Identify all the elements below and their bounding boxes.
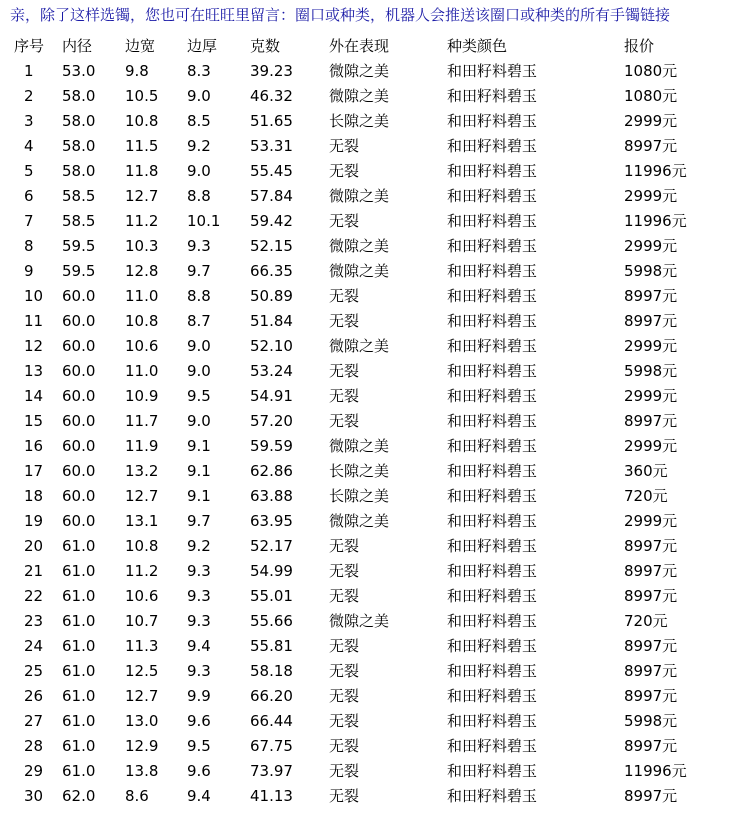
cell-width: 10.7 <box>125 612 159 630</box>
cell-price: 720元 <box>624 612 668 630</box>
cell-weight: 66.35 <box>250 262 293 280</box>
cell-thickness: 9.3 <box>187 662 211 680</box>
table-row <box>0 334 751 359</box>
cell-index: 29 <box>24 762 44 780</box>
cell-width: 10.8 <box>125 112 159 130</box>
cell-index: 6 <box>24 187 34 205</box>
cell-thickness: 9.0 <box>187 162 211 180</box>
cell-appearance: 微隙之美 <box>329 437 390 455</box>
table-row <box>0 509 751 534</box>
cell-weight: 73.97 <box>250 762 293 780</box>
cell-appearance: 无裂 <box>329 387 360 405</box>
cell-inner-diameter: 62.0 <box>62 787 96 805</box>
cell-index: 3 <box>24 112 34 130</box>
cell-inner-diameter: 58.5 <box>62 212 96 230</box>
cell-price: 8997元 <box>624 687 678 705</box>
cell-material: 和田籽料碧玉 <box>447 112 538 130</box>
table-row <box>0 759 751 784</box>
cell-inner-diameter: 59.5 <box>62 237 96 255</box>
cell-material: 和田籽料碧玉 <box>447 162 538 180</box>
cell-price: 2999元 <box>624 387 678 405</box>
cell-thickness: 9.2 <box>187 137 211 155</box>
cell-width: 13.8 <box>125 762 159 780</box>
cell-width: 12.8 <box>125 262 159 280</box>
cell-material: 和田籽料碧玉 <box>447 362 538 380</box>
cell-inner-diameter: 60.0 <box>62 312 96 330</box>
header-inner-diameter: 内径 <box>62 37 93 55</box>
cell-weight: 62.86 <box>250 462 293 480</box>
table-row <box>0 584 751 609</box>
cell-thickness: 9.1 <box>187 487 211 505</box>
table-row <box>0 159 751 184</box>
cell-width: 11.2 <box>125 562 159 580</box>
cell-material: 和田籽料碧玉 <box>447 137 538 155</box>
cell-weight: 63.88 <box>250 487 293 505</box>
cell-price: 1080元 <box>624 62 678 80</box>
table-row <box>0 234 751 259</box>
cell-index: 1 <box>24 62 34 80</box>
header-material: 种类颜色 <box>447 37 508 55</box>
cell-appearance: 无裂 <box>329 212 360 230</box>
cell-width: 11.7 <box>125 412 159 430</box>
table-row <box>0 484 751 509</box>
cell-thickness: 9.5 <box>187 737 211 755</box>
cell-thickness: 10.1 <box>187 212 221 230</box>
cell-inner-diameter: 60.0 <box>62 462 96 480</box>
cell-width: 12.5 <box>125 662 159 680</box>
cell-weight: 54.99 <box>250 562 293 580</box>
table-row <box>0 84 751 109</box>
cell-index: 26 <box>24 687 44 705</box>
cell-appearance: 无裂 <box>329 137 360 155</box>
cell-price: 5998元 <box>624 362 678 380</box>
cell-thickness: 8.7 <box>187 312 211 330</box>
table-row <box>0 209 751 234</box>
cell-index: 8 <box>24 237 34 255</box>
table-row <box>0 659 751 684</box>
cell-inner-diameter: 61.0 <box>62 662 96 680</box>
cell-price: 2999元 <box>624 337 678 355</box>
cell-index: 28 <box>24 737 44 755</box>
cell-appearance: 长隙之美 <box>329 462 390 480</box>
table-body <box>0 59 751 809</box>
cell-material: 和田籽料碧玉 <box>447 387 538 405</box>
cell-inner-diameter: 61.0 <box>62 562 96 580</box>
cell-width: 11.9 <box>125 437 159 455</box>
cell-material: 和田籽料碧玉 <box>447 437 538 455</box>
cell-inner-diameter: 61.0 <box>62 762 96 780</box>
cell-width: 13.2 <box>125 462 159 480</box>
cell-width: 11.3 <box>125 637 159 655</box>
cell-price: 8997元 <box>624 562 678 580</box>
cell-price: 5998元 <box>624 262 678 280</box>
table-row <box>0 359 751 384</box>
cell-material: 和田籽料碧玉 <box>447 787 538 805</box>
table-row <box>0 609 751 634</box>
cell-material: 和田籽料碧玉 <box>447 562 538 580</box>
table-row <box>0 634 751 659</box>
cell-weight: 66.44 <box>250 712 293 730</box>
cell-inner-diameter: 60.0 <box>62 287 96 305</box>
cell-thickness: 9.7 <box>187 262 211 280</box>
cell-price: 8997元 <box>624 137 678 155</box>
cell-weight: 57.20 <box>250 412 293 430</box>
table-row <box>0 259 751 284</box>
cell-thickness: 9.7 <box>187 512 211 530</box>
table-row <box>0 559 751 584</box>
cell-inner-diameter: 61.0 <box>62 612 96 630</box>
cell-thickness: 9.3 <box>187 587 211 605</box>
cell-weight: 58.18 <box>250 662 293 680</box>
cell-material: 和田籽料碧玉 <box>447 412 538 430</box>
cell-index: 20 <box>24 537 44 555</box>
cell-weight: 59.59 <box>250 437 293 455</box>
cell-index: 30 <box>24 787 44 805</box>
cell-width: 12.7 <box>125 687 159 705</box>
cell-width: 10.3 <box>125 237 159 255</box>
table-row <box>0 284 751 309</box>
cell-appearance: 无裂 <box>329 662 360 680</box>
cell-index: 22 <box>24 587 44 605</box>
cell-appearance: 长隙之美 <box>329 112 390 130</box>
cell-thickness: 9.4 <box>187 787 211 805</box>
cell-price: 5998元 <box>624 712 678 730</box>
cell-price: 11996元 <box>624 762 687 780</box>
table-row <box>0 709 751 734</box>
cell-index: 13 <box>24 362 44 380</box>
cell-price: 11996元 <box>624 212 687 230</box>
cell-thickness: 9.0 <box>187 412 211 430</box>
cell-weight: 67.75 <box>250 737 293 755</box>
cell-material: 和田籽料碧玉 <box>447 262 538 280</box>
cell-index: 23 <box>24 612 44 630</box>
cell-inner-diameter: 60.0 <box>62 387 96 405</box>
cell-index: 17 <box>24 462 44 480</box>
cell-material: 和田籽料碧玉 <box>447 287 538 305</box>
cell-weight: 52.15 <box>250 237 293 255</box>
table-row <box>0 409 751 434</box>
cell-material: 和田籽料碧玉 <box>447 587 538 605</box>
cell-inner-diameter: 58.0 <box>62 162 96 180</box>
cell-appearance: 微隙之美 <box>329 187 390 205</box>
cell-index: 16 <box>24 437 44 455</box>
cell-price: 720元 <box>624 487 668 505</box>
header-weight: 克数 <box>250 37 281 55</box>
cell-appearance: 微隙之美 <box>329 512 390 530</box>
cell-index: 10 <box>24 287 44 305</box>
cell-width: 11.0 <box>125 362 159 380</box>
cell-appearance: 微隙之美 <box>329 62 390 80</box>
cell-appearance: 无裂 <box>329 687 360 705</box>
cell-inner-diameter: 60.0 <box>62 412 96 430</box>
cell-thickness: 9.5 <box>187 387 211 405</box>
cell-thickness: 9.3 <box>187 237 211 255</box>
cell-appearance: 无裂 <box>329 537 360 555</box>
cell-inner-diameter: 58.5 <box>62 187 96 205</box>
cell-material: 和田籽料碧玉 <box>447 462 538 480</box>
cell-appearance: 无裂 <box>329 362 360 380</box>
cell-inner-diameter: 60.0 <box>62 512 96 530</box>
cell-index: 24 <box>24 637 44 655</box>
cell-thickness: 9.9 <box>187 687 211 705</box>
cell-price: 8997元 <box>624 737 678 755</box>
cell-index: 21 <box>24 562 44 580</box>
table-row <box>0 59 751 84</box>
cell-price: 8997元 <box>624 637 678 655</box>
header-thickness: 边厚 <box>187 37 218 55</box>
cell-thickness: 9.3 <box>187 612 211 630</box>
cell-appearance: 微隙之美 <box>329 337 390 355</box>
cell-appearance: 无裂 <box>329 562 360 580</box>
cell-index: 11 <box>24 312 44 330</box>
cell-price: 2999元 <box>624 237 678 255</box>
cell-inner-diameter: 61.0 <box>62 537 96 555</box>
cell-appearance: 无裂 <box>329 712 360 730</box>
cell-width: 13.1 <box>125 512 159 530</box>
cell-width: 13.0 <box>125 712 159 730</box>
cell-price: 1080元 <box>624 87 678 105</box>
cell-appearance: 无裂 <box>329 412 360 430</box>
cell-inner-diameter: 58.0 <box>62 87 96 105</box>
cell-price: 2999元 <box>624 512 678 530</box>
cell-weight: 51.84 <box>250 312 293 330</box>
table-row <box>0 434 751 459</box>
header-price: 报价 <box>624 37 655 55</box>
cell-width: 10.5 <box>125 87 159 105</box>
cell-appearance: 无裂 <box>329 762 360 780</box>
cell-material: 和田籽料碧玉 <box>447 237 538 255</box>
cell-width: 11.5 <box>125 137 159 155</box>
cell-appearance: 无裂 <box>329 162 360 180</box>
cell-appearance: 微隙之美 <box>329 237 390 255</box>
cell-width: 12.7 <box>125 487 159 505</box>
cell-material: 和田籽料碧玉 <box>447 612 538 630</box>
cell-material: 和田籽料碧玉 <box>447 187 538 205</box>
table-row <box>0 184 751 209</box>
cell-appearance: 微隙之美 <box>329 262 390 280</box>
cell-appearance: 无裂 <box>329 312 360 330</box>
cell-index: 7 <box>24 212 34 230</box>
cell-index: 19 <box>24 512 44 530</box>
cell-appearance: 微隙之美 <box>329 87 390 105</box>
cell-index: 18 <box>24 487 44 505</box>
table-row <box>0 784 751 809</box>
cell-weight: 39.23 <box>250 62 293 80</box>
cell-price: 2999元 <box>624 437 678 455</box>
cell-weight: 66.20 <box>250 687 293 705</box>
cell-material: 和田籽料碧玉 <box>447 212 538 230</box>
cell-thickness: 9.6 <box>187 762 211 780</box>
cell-material: 和田籽料碧玉 <box>447 87 538 105</box>
cell-appearance: 无裂 <box>329 737 360 755</box>
cell-inner-diameter: 60.0 <box>62 337 96 355</box>
cell-material: 和田籽料碧玉 <box>447 687 538 705</box>
table-row <box>0 734 751 759</box>
cell-material: 和田籽料碧玉 <box>447 512 538 530</box>
cell-index: 15 <box>24 412 44 430</box>
cell-material: 和田籽料碧玉 <box>447 537 538 555</box>
table-row <box>0 384 751 409</box>
cell-material: 和田籽料碧玉 <box>447 637 538 655</box>
cell-thickness: 9.1 <box>187 437 211 455</box>
cell-weight: 59.42 <box>250 212 293 230</box>
cell-weight: 55.66 <box>250 612 293 630</box>
cell-thickness: 9.2 <box>187 537 211 555</box>
table-header-row <box>0 34 751 59</box>
cell-thickness: 8.3 <box>187 62 211 80</box>
cell-material: 和田籽料碧玉 <box>447 737 538 755</box>
cell-index: 2 <box>24 87 34 105</box>
cell-width: 12.7 <box>125 187 159 205</box>
cell-weight: 52.10 <box>250 337 293 355</box>
cell-width: 11.2 <box>125 212 159 230</box>
header-appearance: 外在表现 <box>329 37 390 55</box>
cell-weight: 55.81 <box>250 637 293 655</box>
cell-weight: 51.65 <box>250 112 293 130</box>
cell-appearance: 长隙之美 <box>329 487 390 505</box>
cell-inner-diameter: 58.0 <box>62 137 96 155</box>
cell-index: 14 <box>24 387 44 405</box>
cell-price: 2999元 <box>624 187 678 205</box>
cell-weight: 54.91 <box>250 387 293 405</box>
cell-weight: 50.89 <box>250 287 293 305</box>
cell-weight: 63.95 <box>250 512 293 530</box>
cell-thickness: 8.8 <box>187 287 211 305</box>
cell-inner-diameter: 61.0 <box>62 737 96 755</box>
cell-width: 8.6 <box>125 787 149 805</box>
cell-index: 9 <box>24 262 34 280</box>
cell-width: 11.8 <box>125 162 159 180</box>
cell-appearance: 微隙之美 <box>329 612 390 630</box>
cell-thickness: 8.8 <box>187 187 211 205</box>
cell-width: 10.6 <box>125 587 159 605</box>
cell-appearance: 无裂 <box>329 287 360 305</box>
cell-thickness: 9.0 <box>187 337 211 355</box>
cell-appearance: 无裂 <box>329 637 360 655</box>
header-index: 序号 <box>14 37 45 55</box>
cell-price: 8997元 <box>624 787 678 805</box>
table-row <box>0 534 751 559</box>
cell-inner-diameter: 61.0 <box>62 637 96 655</box>
cell-price: 8997元 <box>624 287 678 305</box>
cell-inner-diameter: 53.0 <box>62 62 96 80</box>
cell-price: 360元 <box>624 462 668 480</box>
table-row <box>0 309 751 334</box>
cell-width: 10.6 <box>125 337 159 355</box>
cell-price: 8997元 <box>624 587 678 605</box>
cell-weight: 52.17 <box>250 537 293 555</box>
cell-price: 2999元 <box>624 112 678 130</box>
cell-material: 和田籽料碧玉 <box>447 762 538 780</box>
cell-inner-diameter: 61.0 <box>62 712 96 730</box>
cell-weight: 53.31 <box>250 137 293 155</box>
cell-weight: 53.24 <box>250 362 293 380</box>
cell-weight: 55.01 <box>250 587 293 605</box>
cell-index: 25 <box>24 662 44 680</box>
cell-price: 8997元 <box>624 662 678 680</box>
notice-banner: 亲，除了这样选镯，您也可在旺旺里留言：圈口或种类，机器人会推送该圈口或种类的所有手镯链接 <box>10 6 671 24</box>
table-row <box>0 109 751 134</box>
header-width: 边宽 <box>125 37 156 55</box>
cell-thickness: 9.3 <box>187 562 211 580</box>
cell-price: 11996元 <box>624 162 687 180</box>
bracelet-table <box>0 34 751 809</box>
cell-width: 10.8 <box>125 312 159 330</box>
cell-index: 27 <box>24 712 44 730</box>
cell-index: 12 <box>24 337 44 355</box>
cell-appearance: 无裂 <box>329 587 360 605</box>
cell-price: 8997元 <box>624 312 678 330</box>
table-row <box>0 684 751 709</box>
cell-thickness: 9.6 <box>187 712 211 730</box>
cell-inner-diameter: 61.0 <box>62 587 96 605</box>
cell-material: 和田籽料碧玉 <box>447 62 538 80</box>
cell-width: 11.0 <box>125 287 159 305</box>
cell-material: 和田籽料碧玉 <box>447 312 538 330</box>
cell-price: 8997元 <box>624 412 678 430</box>
cell-index: 4 <box>24 137 34 155</box>
cell-thickness: 9.0 <box>187 362 211 380</box>
cell-thickness: 9.0 <box>187 87 211 105</box>
table-row <box>0 134 751 159</box>
cell-inner-diameter: 60.0 <box>62 487 96 505</box>
cell-weight: 46.32 <box>250 87 293 105</box>
cell-price: 8997元 <box>624 537 678 555</box>
cell-material: 和田籽料碧玉 <box>447 662 538 680</box>
cell-inner-diameter: 59.5 <box>62 262 96 280</box>
cell-inner-diameter: 60.0 <box>62 437 96 455</box>
cell-weight: 55.45 <box>250 162 293 180</box>
cell-thickness: 9.4 <box>187 637 211 655</box>
cell-thickness: 9.1 <box>187 462 211 480</box>
cell-weight: 57.84 <box>250 187 293 205</box>
cell-index: 5 <box>24 162 34 180</box>
table-row <box>0 459 751 484</box>
cell-material: 和田籽料碧玉 <box>447 337 538 355</box>
cell-width: 9.8 <box>125 62 149 80</box>
cell-inner-diameter: 61.0 <box>62 687 96 705</box>
cell-thickness: 8.5 <box>187 112 211 130</box>
cell-weight: 41.13 <box>250 787 293 805</box>
cell-appearance: 无裂 <box>329 787 360 805</box>
cell-material: 和田籽料碧玉 <box>447 487 538 505</box>
cell-inner-diameter: 60.0 <box>62 362 96 380</box>
cell-width: 10.9 <box>125 387 159 405</box>
cell-width: 10.8 <box>125 537 159 555</box>
cell-inner-diameter: 58.0 <box>62 112 96 130</box>
cell-material: 和田籽料碧玉 <box>447 712 538 730</box>
cell-width: 12.9 <box>125 737 159 755</box>
